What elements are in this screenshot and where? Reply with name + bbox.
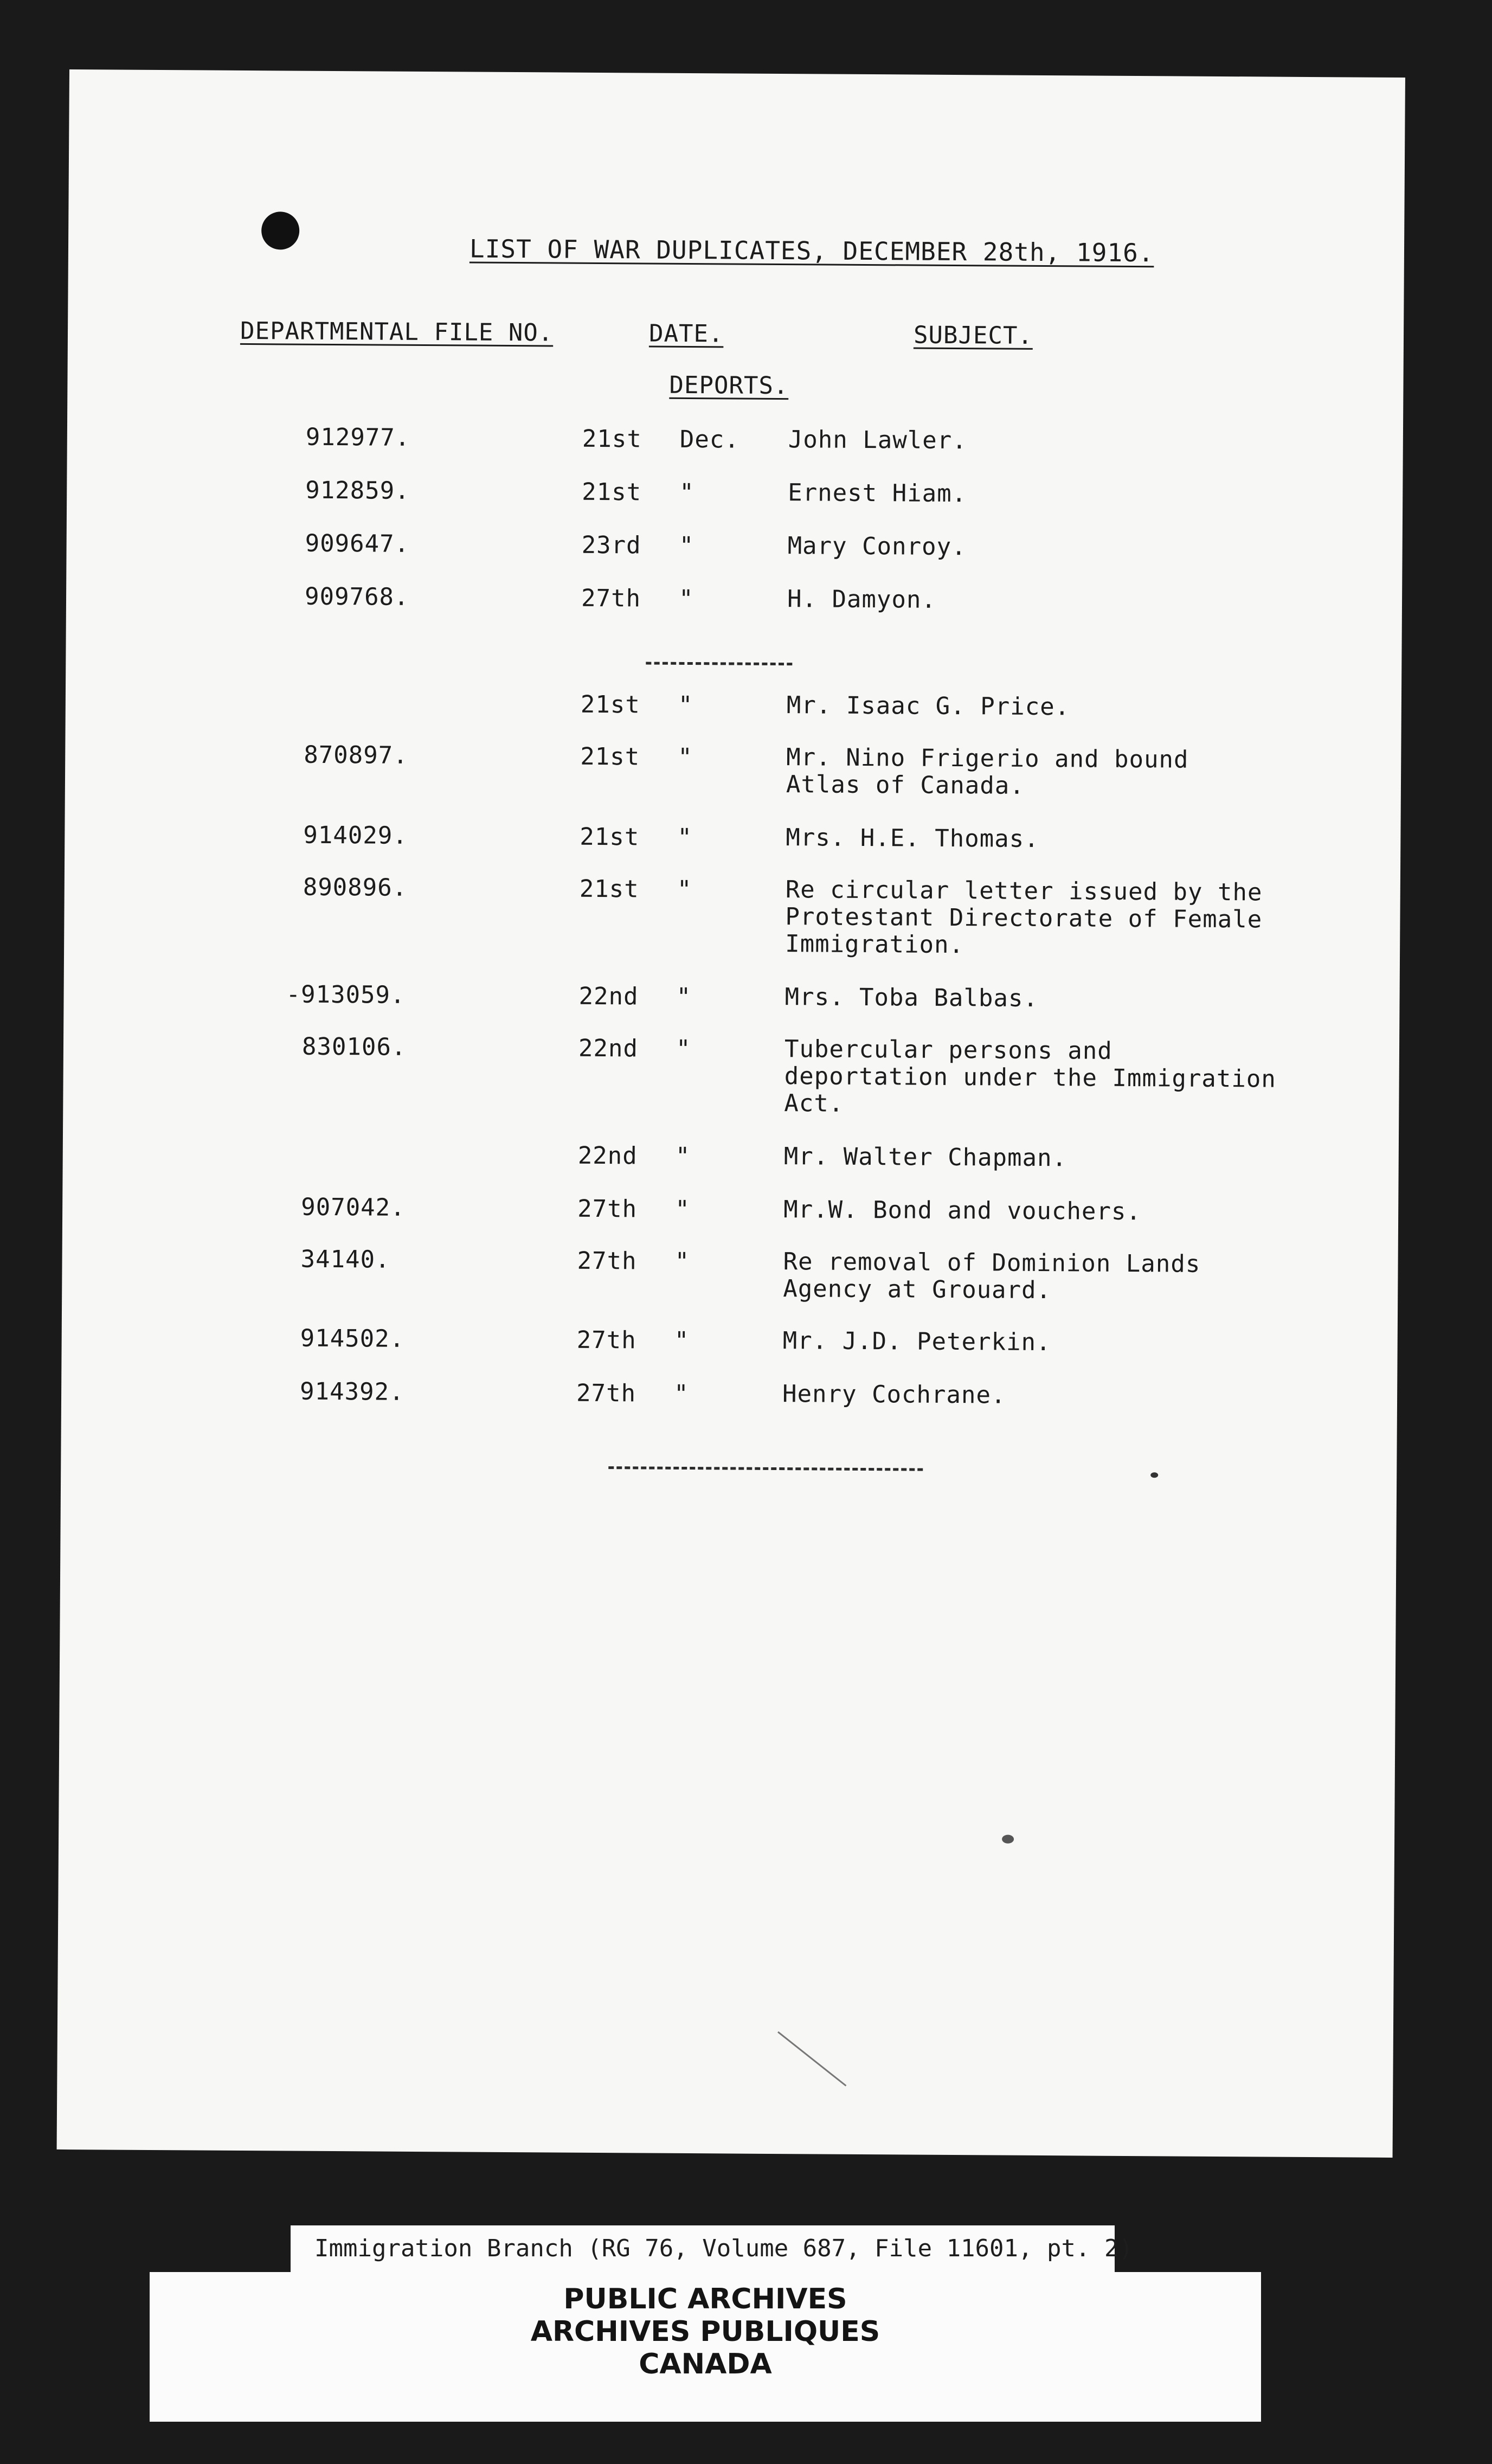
punch-hole — [261, 211, 299, 249]
date-month: " — [679, 531, 694, 560]
section-divider — [646, 662, 792, 666]
date-month: " — [674, 1326, 690, 1355]
archives-line-country: CANADA — [639, 2348, 772, 2380]
date-month: Dec. — [679, 425, 739, 454]
date-day: 21st — [580, 823, 640, 851]
date-day: 22nd — [578, 982, 639, 1011]
date-month: " — [676, 1035, 691, 1063]
subject-text: Tubercular persons and deportation under the Immigration Act. — [784, 1035, 1277, 1118]
subject-text: Ernest Hiam. — [788, 479, 967, 508]
subject-text: Mrs. H.E. Thomas. — [786, 824, 1039, 853]
archive-reference-label: Immigration Branch (RG 76, Volume 687, File 11601, pt. 2) — [291, 2225, 1115, 2272]
file-number: 907042. — [301, 1193, 406, 1222]
subject-text: Henry Cochrane. — [782, 1380, 1006, 1409]
subject-text: John Lawler. — [788, 426, 967, 455]
subject-text: Mr. J.D. Peterkin. — [782, 1327, 1051, 1357]
file-number: 914029. — [303, 821, 408, 850]
date-day: 21st — [579, 875, 639, 903]
file-number: 830106. — [301, 1032, 407, 1061]
subject-text: Mary Conroy. — [787, 532, 967, 561]
date-month: " — [676, 983, 692, 1011]
date-day: 21st — [582, 425, 642, 453]
ink-speck — [1150, 1472, 1158, 1478]
file-number: 909647. — [305, 529, 410, 558]
date-day: 21st — [580, 690, 640, 719]
subject-text: Re circular letter issued by the Protestant Directorate of Female Immigration. — [785, 876, 1263, 959]
paper-crease — [777, 2031, 846, 2087]
subject-text: Mrs. Toba Balbas. — [784, 983, 1039, 1012]
header-date: DATE. — [648, 319, 724, 348]
document-page — [57, 69, 1405, 2158]
file-number: 890896. — [303, 873, 408, 902]
date-day: 21st — [580, 742, 640, 771]
public-archives-label — [150, 2272, 1261, 2422]
date-month: " — [677, 875, 692, 904]
archives-line-english: PUBLIC ARCHIVES — [563, 2283, 847, 2315]
ink-speck — [1002, 1835, 1014, 1844]
file-number: 909768. — [304, 582, 409, 611]
date-month: " — [674, 1247, 690, 1276]
archives-line-french: ARCHIVES PUBLIQUES — [530, 2315, 880, 2348]
date-month: " — [679, 478, 694, 507]
date-month: " — [677, 823, 693, 852]
document-title: LIST OF WAR DUPLICATES, DECEMBER 28th, 1916. — [469, 234, 1154, 268]
end-divider — [608, 1466, 923, 1471]
date-month: " — [678, 585, 694, 613]
file-number: 34140. — [300, 1245, 390, 1274]
subject-text: Mr. Walter Chapman. — [783, 1143, 1067, 1172]
file-number: 914502. — [300, 1324, 405, 1353]
header-subject: SUBJECT. — [913, 321, 1033, 350]
date-day: 27th — [576, 1379, 636, 1408]
subject-text: H. Damyon. — [787, 585, 937, 614]
date-month: " — [678, 691, 693, 720]
date-day: 27th — [581, 584, 641, 613]
date-day: 23rd — [581, 531, 641, 560]
file-number: 870897. — [304, 741, 408, 769]
file-number: 912859. — [305, 476, 410, 505]
date-day: 27th — [577, 1247, 637, 1275]
date-day: 27th — [576, 1326, 636, 1355]
date-day: 22nd — [577, 1141, 638, 1170]
subject-text: Mr. Isaac G. Price. — [786, 691, 1070, 721]
date-month: " — [675, 1142, 691, 1171]
date-day: 27th — [577, 1195, 638, 1223]
subject-text: Re removal of Dominion Lands Agency at Grouard. — [783, 1248, 1201, 1305]
subject-text: Mr. Nino Frigerio and bound Atlas of Canada. — [786, 743, 1189, 800]
date-day: 21st — [582, 478, 642, 506]
date-month: " — [678, 743, 693, 772]
date-month: " — [675, 1195, 690, 1224]
header-file-no: DEPARTMENTAL FILE NO. — [240, 317, 554, 347]
file-number: 912977. — [305, 423, 410, 452]
date-month: " — [673, 1379, 689, 1408]
date-day: 22nd — [578, 1034, 639, 1063]
file-number: 914392. — [299, 1377, 404, 1406]
subject-text: Mr.W. Bond and vouchers. — [783, 1196, 1142, 1226]
file-number: -913059. — [286, 980, 406, 1009]
section-heading: DEPORTS. — [669, 371, 789, 400]
